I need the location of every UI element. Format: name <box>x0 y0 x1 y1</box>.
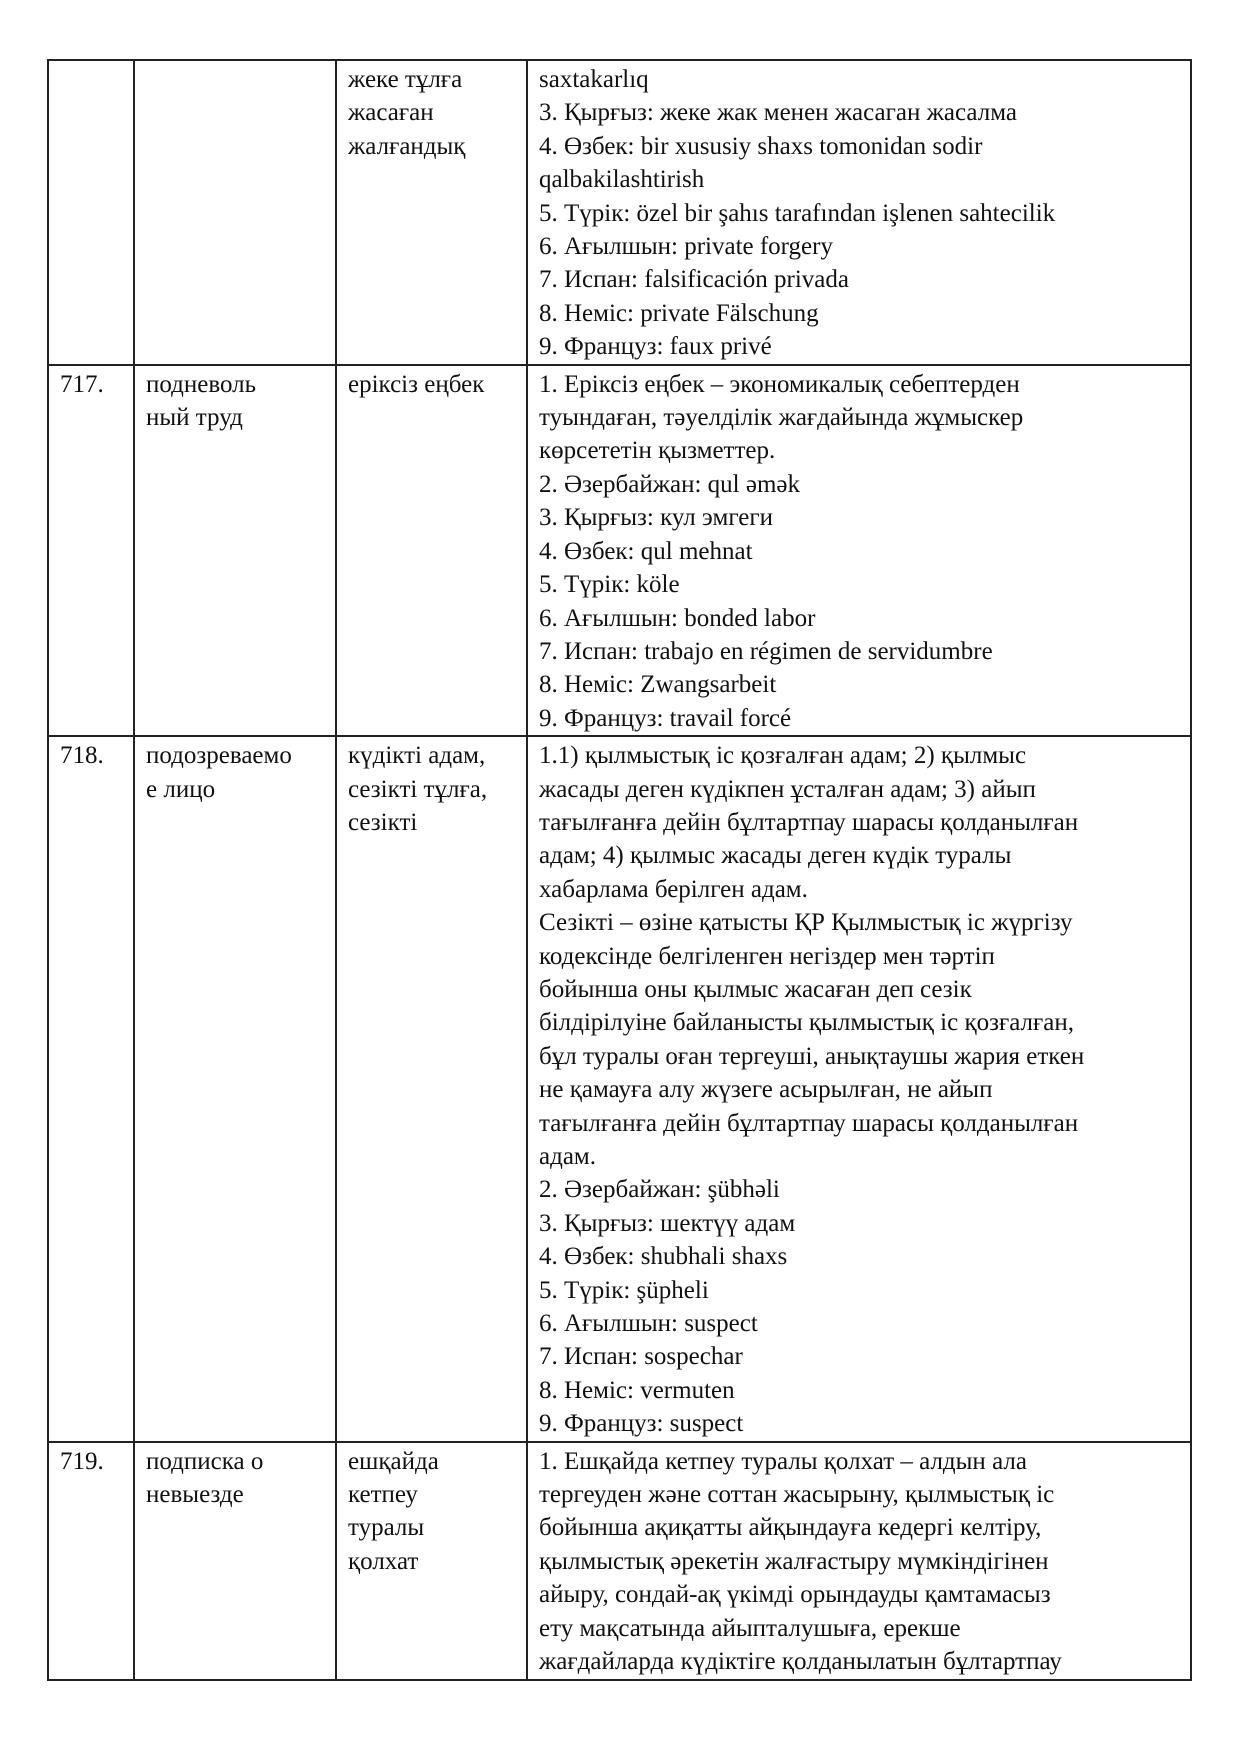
dictionary-table-body <box>48 60 1191 1680</box>
definition-line: 8. Неміс: private Fälschung <box>539 299 819 327</box>
definition-line: 1. Еріксіз еңбек – экономикалық себептерден <box>539 370 1020 398</box>
definition-line: Сезікті – өзіне қатысты ҚР Қылмыстық іс жүргізу <box>539 909 1073 937</box>
definition-line: білдірілуіне байланысты қылмыстық іс қозғалған, <box>539 1009 1074 1037</box>
russian-term-cell <box>134 736 336 1442</box>
definition-line: 4. Өзбек: qul mehnat <box>539 537 753 565</box>
definition-line: 3. Қырғыз: шектүү адам <box>539 1209 796 1237</box>
definition-line: хабарлама берілген адам. <box>539 875 808 903</box>
definition-line: 9. Француз: suspect <box>539 1410 744 1438</box>
kazakh-term-line: ешқайда <box>348 1447 439 1475</box>
definition-line: 3. Қырғыз: кул эмгеги <box>539 504 773 532</box>
definition-line: 2. Әзербайжан: qul əmək <box>539 470 800 498</box>
kazakh-term-line: сезікті тұлға, <box>348 775 488 803</box>
kazakh-term-line: сезікті <box>348 808 418 836</box>
definition-line: 1. Ешқайда кетпеу туралы қолхат – алдын ала <box>539 1447 1027 1475</box>
entry-number: 717. <box>60 370 104 398</box>
definition-cell <box>527 736 1191 1442</box>
kazakh-term-cell <box>336 60 527 365</box>
kazakh-term-line: жасаған <box>348 99 434 127</box>
table-row <box>48 365 1191 736</box>
definition-line: 7. Испан: falsificación privada <box>539 266 849 294</box>
kazakh-term-line: туралы <box>348 1514 425 1542</box>
kazakh-term-line: қолхат <box>348 1547 419 1575</box>
definition-line: тағылғанға дейін бұлтартпау шарасы қолданылған <box>539 808 1079 836</box>
kazakh-term-line: жеке тұлға <box>348 66 463 93</box>
entry-number-cell <box>48 1442 134 1680</box>
entry-number-cell <box>48 60 134 365</box>
entry-number: 719. <box>60 1447 104 1475</box>
russian-term-line: е лицо <box>146 775 216 803</box>
russian-term-cell <box>134 365 336 736</box>
definition-cell <box>527 365 1191 736</box>
definition-line: 1.1) қылмыстық іс қозғалған адам; 2) қылмыс <box>539 742 1027 770</box>
russian-term-cell <box>134 60 336 365</box>
definition-line: 5. Түрік: şüpheli <box>539 1276 709 1304</box>
table-row <box>48 736 1191 1442</box>
russian-term-line: подневоль <box>146 370 257 398</box>
definition-line: 5. Түрік: köle <box>539 571 680 599</box>
kazakh-term-cell <box>336 736 527 1442</box>
definition-line: 4. Өзбек: shubhali shaxs <box>539 1243 788 1271</box>
definition-line: qalbakilashtirish <box>539 166 705 194</box>
definition-line: жағдайларда күдіктіге қолданылатын бұлтартпау <box>539 1648 1062 1676</box>
definition-line: не қамауға алу жүзеге асырылған, не айып <box>539 1076 993 1104</box>
definition-line: 6. Ағылшын: private forgery <box>539 233 833 261</box>
definition-cell <box>527 1442 1191 1680</box>
entry-number-cell <box>48 736 134 1442</box>
definition-line: 6. Ағылшын: suspect <box>539 1310 758 1338</box>
definition-line: ету мақсатында айыпталушыға, ерекше <box>539 1614 961 1642</box>
definition-line: тергеуден және соттан жасырыну, қылмыстық іс <box>539 1481 1055 1509</box>
definition-line: saxtakarlıq <box>539 66 649 93</box>
russian-term-line: подозреваемо <box>146 742 292 770</box>
entry-number: 718. <box>60 742 104 770</box>
definition-line: айыру, сондай-ақ үкімді орындауды қамтамасыз <box>539 1581 1051 1609</box>
definition-line: 8. Неміс: Zwangsarbeit <box>539 671 777 699</box>
definition-line: 9. Француз: faux privé <box>539 333 772 361</box>
definition-line: туындаған, тәуелділік жағдайында жұмыскер <box>539 404 1024 432</box>
russian-term-line: подписка о <box>146 1447 264 1475</box>
definition-line: 3. Қырғыз: жеке жак менен жасаган жасалма <box>539 99 1017 127</box>
definition-line: қылмыстық әрекетін жалғастыру мүмкіндігінен <box>539 1547 1049 1575</box>
definition-line: 6. Ағылшын: bonded labor <box>539 604 816 632</box>
definition-line: 8. Неміс: vermuten <box>539 1376 735 1404</box>
russian-term-cell <box>134 1442 336 1680</box>
kazakh-term-line: күдікті адам, <box>348 742 486 770</box>
kazakh-term-line: кетпеу <box>348 1481 418 1509</box>
definition-line: бойынша оны қылмыс жасаған деп сезік <box>539 975 972 1003</box>
definition-line: адам. <box>539 1143 596 1170</box>
entry-number-cell <box>48 365 134 736</box>
definition-line: 7. Испан: trabajo en régimen de servidumbre <box>539 637 993 665</box>
definition-line: 7. Испан: sospechar <box>539 1343 743 1371</box>
dictionary-table <box>47 59 1192 1681</box>
definition-line: 2. Әзербайжан: şübhəli <box>539 1176 780 1204</box>
definition-line: бойынша ақиқатты айқындауға кедергі келтіру, <box>539 1514 1042 1542</box>
definition-line: кодексінде белгіленген негіздер мен тәртіп <box>539 942 995 970</box>
definition-line: 5. Түрік: özel bir şahıs tarafından işlenen sahtecilik <box>539 199 1056 227</box>
definition-line: адам; 4) қылмыс жасады деген күдік туралы <box>539 842 1012 870</box>
table-row <box>48 60 1191 365</box>
definition-cell <box>527 60 1191 365</box>
definition-line: бұл туралы оған тергеуші, анықтаушы жария еткен <box>539 1042 1085 1070</box>
table-row <box>48 1442 1191 1680</box>
definition-line: 4. Өзбек: bir xususiy shaxs tomonidan sodir <box>539 132 983 160</box>
definition-line: тағылғанға дейін бұлтартпау шарасы қолданылған <box>539 1109 1079 1137</box>
russian-term-line: невыезде <box>146 1481 244 1509</box>
definition-line: көрсететін қызметтер. <box>539 437 776 465</box>
definition-line: жасады деген күдікпен ұсталған адам; 3) айып <box>539 775 1036 803</box>
russian-term-line: ный труд <box>146 404 243 432</box>
definition-line: 9. Француз: travail forcé <box>539 704 792 732</box>
kazakh-term-cell <box>336 1442 527 1680</box>
kazakh-term-cell <box>336 365 527 736</box>
kazakh-term-line: жалғандық <box>348 132 466 160</box>
kazakh-term-line: еріксіз еңбек <box>348 370 485 398</box>
